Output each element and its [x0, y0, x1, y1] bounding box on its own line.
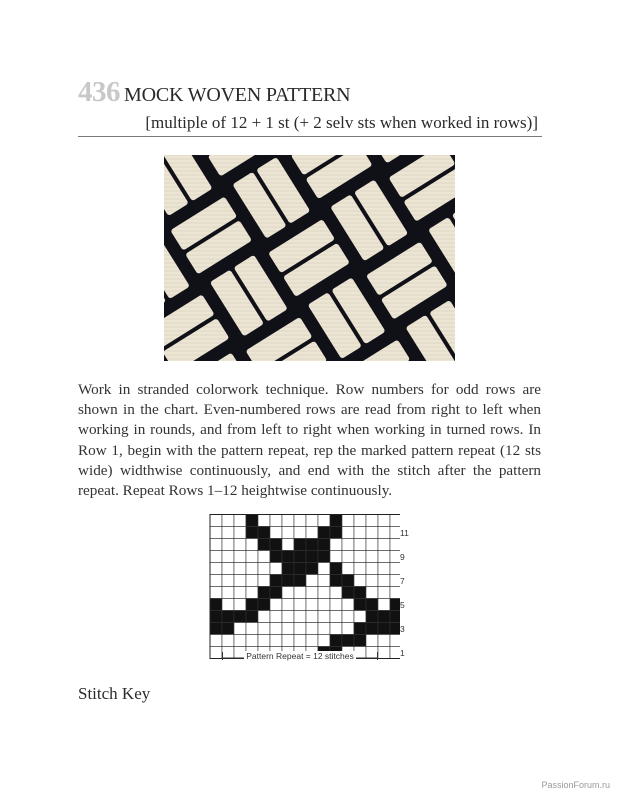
chart-cell-dark [258, 527, 270, 539]
chart-cell-light [246, 539, 258, 551]
chart-cell-dark [318, 539, 330, 551]
chart-cell-light [378, 539, 390, 551]
chart-cell-light [294, 587, 306, 599]
chart-cell-light [294, 527, 306, 539]
chart-cell-light [330, 539, 342, 551]
chart-cell-light [222, 635, 234, 647]
chart-cell-light [258, 623, 270, 635]
chart-cell-light [210, 575, 222, 587]
chart-cell-light [342, 611, 354, 623]
chart-cell-light [366, 587, 378, 599]
chart-cell-light [318, 623, 330, 635]
chart-cell-dark [342, 635, 354, 647]
chart-cell-dark [294, 575, 306, 587]
chart-cell-light [222, 539, 234, 551]
chart-cell-light [378, 551, 390, 563]
row-label: 1 [400, 647, 405, 658]
chart-cell-dark [210, 623, 222, 635]
chart-cell-light [378, 635, 390, 647]
chart-cell-light [222, 515, 234, 527]
chart-cell-light [366, 539, 378, 551]
chart-cell-light [222, 575, 234, 587]
chart-cell-light [258, 515, 270, 527]
chart-cell-light [234, 527, 246, 539]
chart-cell-light [390, 539, 400, 551]
chart-cell-light [270, 527, 282, 539]
chart-cell-light [210, 635, 222, 647]
pattern-number: 436 [78, 76, 120, 108]
chart-cell-light [318, 599, 330, 611]
chart-cell-light [354, 563, 366, 575]
chart-cell-light [306, 527, 318, 539]
chart-cell-light [390, 551, 400, 563]
chart-cell-light [390, 635, 400, 647]
chart-cell-light [366, 527, 378, 539]
chart-cell-light [354, 611, 366, 623]
chart-cell-dark [306, 539, 318, 551]
chart-cell-dark [270, 575, 282, 587]
chart-cell-light [366, 551, 378, 563]
chart-cell-dark [390, 611, 400, 623]
chart-cell-light [294, 623, 306, 635]
chart-cell-light [234, 551, 246, 563]
chart-cell-light [342, 539, 354, 551]
chart-cell-light [342, 527, 354, 539]
chart-cell-light [330, 623, 342, 635]
chart-cell-light [306, 515, 318, 527]
chart-cell-light [354, 515, 366, 527]
chart-cell-dark [342, 575, 354, 587]
chart-cell-light [258, 551, 270, 563]
chart-cell-dark [258, 587, 270, 599]
knitted-swatch-image [164, 155, 455, 361]
chart-cell-light [210, 527, 222, 539]
chart-cell-light [342, 623, 354, 635]
chart-cell-dark [306, 551, 318, 563]
chart-cell-light [306, 623, 318, 635]
chart-cell-dark [354, 599, 366, 611]
chart-cell-light [342, 551, 354, 563]
chart-cell-dark [390, 623, 400, 635]
chart-cell-light [258, 635, 270, 647]
chart-cell-light [282, 527, 294, 539]
chart-cell-light [294, 515, 306, 527]
pattern-title: MOCK WOVEN PATTERN [124, 84, 351, 106]
chart-cell-light [342, 599, 354, 611]
chart-cell-dark [246, 515, 258, 527]
chart-cell-light [354, 551, 366, 563]
chart-cell-dark [378, 611, 390, 623]
chart-cell-light [246, 587, 258, 599]
chart-cell-light [282, 623, 294, 635]
chart-cell-light [378, 587, 390, 599]
chart-cell-light [330, 611, 342, 623]
pattern-repeat-label [222, 651, 378, 661]
chart-cell-dark [270, 551, 282, 563]
chart-cell-light [210, 551, 222, 563]
chart-cell-dark [210, 611, 222, 623]
chart-cell-dark [222, 623, 234, 635]
chart-cell-light [366, 575, 378, 587]
chart-cell-light [246, 575, 258, 587]
chart-cell-light [354, 575, 366, 587]
row-label: 7 [400, 575, 405, 586]
chart-cell-light [210, 515, 222, 527]
chart-cell-light [378, 563, 390, 575]
chart-cell-light [246, 563, 258, 575]
chart-cell-light [258, 611, 270, 623]
row-label: 3 [400, 623, 405, 634]
chart-cell-light [270, 623, 282, 635]
row-label: 11 [400, 527, 409, 538]
chart-cell-light [210, 647, 222, 659]
chart-cell-dark [210, 599, 222, 611]
chart-cell-dark [330, 575, 342, 587]
chart-cell-light [318, 635, 330, 647]
chart-cell-dark [378, 623, 390, 635]
chart-cell-light [390, 575, 400, 587]
chart-cell-light [330, 599, 342, 611]
chart-cell-light [342, 563, 354, 575]
chart-cell-light [318, 611, 330, 623]
chart-cell-light [294, 599, 306, 611]
chart-cell-dark [366, 599, 378, 611]
chart-cell-dark [318, 551, 330, 563]
chart-cell-dark [330, 635, 342, 647]
chart-cell-light [378, 575, 390, 587]
chart-cell-light [282, 599, 294, 611]
chart-cell-dark [258, 599, 270, 611]
chart-cell-light [330, 587, 342, 599]
chart-cell-dark [354, 587, 366, 599]
chart-cell-light [246, 551, 258, 563]
chart-cell-light [222, 527, 234, 539]
chart-cell-dark [222, 611, 234, 623]
chart-cell-light [270, 515, 282, 527]
chart-cell-light [294, 635, 306, 647]
chart-cell-dark [234, 611, 246, 623]
chart-cell-light [390, 563, 400, 575]
chart-cell-light [258, 575, 270, 587]
chart-cell-dark [330, 563, 342, 575]
pattern-repeat-text: Pattern Repeat = 12 stitches [246, 651, 354, 661]
chart-cell-dark [246, 599, 258, 611]
chart-cell-light [282, 515, 294, 527]
chart-cell-light [306, 635, 318, 647]
chart-cell-dark [366, 623, 378, 635]
chart-cell-light [366, 515, 378, 527]
chart-cell-dark [354, 623, 366, 635]
chart-cell-light [390, 515, 400, 527]
chart-cell-light [378, 515, 390, 527]
chart-cell-light [330, 551, 342, 563]
chart-cell-dark [294, 563, 306, 575]
chart-cell-light [282, 539, 294, 551]
chart-cell-light [210, 587, 222, 599]
chart-cell-dark [318, 527, 330, 539]
chart-cell-light [354, 527, 366, 539]
pattern-multiple: [multiple of 12 + 1 st (+ 2 selv sts when worked in rows)] [145, 113, 538, 132]
chart-cell-light [366, 635, 378, 647]
chart-cell-light [246, 623, 258, 635]
chart-cell-dark [294, 551, 306, 563]
chart-cell-dark [366, 611, 378, 623]
chart-cell-light [222, 587, 234, 599]
chart-cell-light [234, 515, 246, 527]
chart-cell-dark [246, 527, 258, 539]
chart-cell-light [234, 563, 246, 575]
chart-cell-light [390, 647, 400, 659]
stitch-key-heading: Stitch Key [78, 684, 151, 703]
pattern-header [78, 76, 542, 137]
chart-cell-light [234, 635, 246, 647]
chart-cell-dark [354, 635, 366, 647]
chart-cell-dark [342, 587, 354, 599]
chart-cell-light [234, 623, 246, 635]
row-label: 9 [400, 551, 405, 562]
chart-cell-light [318, 515, 330, 527]
chart-cell-dark [330, 527, 342, 539]
title-divider [78, 136, 542, 137]
colorwork-chart [200, 514, 400, 659]
chart-cell-dark [390, 599, 400, 611]
chart-cell-light [234, 539, 246, 551]
chart-cell-dark [270, 539, 282, 551]
chart-cell-light [366, 563, 378, 575]
chart-cell-light [234, 599, 246, 611]
chart-cell-light [210, 539, 222, 551]
chart-cell-light [318, 563, 330, 575]
chart-cell-dark [330, 515, 342, 527]
chart-cell-light [318, 575, 330, 587]
chart-cell-dark [270, 587, 282, 599]
chart-cell-dark [282, 575, 294, 587]
chart-cell-light [234, 575, 246, 587]
instructions-text: Work in stranded colorwork technique. Row numbers for odd rows are shown in the chart. Even-numbered rows are read from right to left when working in rounds, and from left to right when working in turned rows. In Row 1, begin with the pattern repeat, rep the marked pattern repeat (12 sts wide) widthwise continuously, and end with the stitch after the pattern repeat. Repeat Rows 1–12 heightwise continuously. [78, 381, 541, 500]
watermark: PassionForum.ru [541, 780, 610, 790]
chart-cell-dark [294, 539, 306, 551]
row-number-labels [400, 514, 420, 658]
row-label: 5 [400, 599, 405, 610]
chart-cell-light [246, 635, 258, 647]
chart-cell-light [390, 587, 400, 599]
chart-cell-dark [258, 539, 270, 551]
chart-cell-light [258, 563, 270, 575]
chart-cell-light [222, 599, 234, 611]
chart-cell-light [378, 527, 390, 539]
chart-cell-dark [246, 611, 258, 623]
chart-cell-dark [282, 563, 294, 575]
chart-cell-light [378, 647, 390, 659]
chart-cell-light [378, 599, 390, 611]
chart-cell-light [342, 515, 354, 527]
chart-cell-light [270, 635, 282, 647]
chart-cell-light [306, 575, 318, 587]
chart-cell-light [390, 527, 400, 539]
chart-cell-light [222, 551, 234, 563]
chart-cell-light [282, 635, 294, 647]
chart-cell-dark [306, 563, 318, 575]
chart-cell-light [282, 587, 294, 599]
chart-cell-light [282, 611, 294, 623]
chart-cell-light [210, 563, 222, 575]
chart-cell-light [270, 611, 282, 623]
chart-cell-light [306, 599, 318, 611]
chart-cell-dark [282, 551, 294, 563]
chart-cell-light [270, 563, 282, 575]
chart-cell-light [270, 599, 282, 611]
swatch-illustration [164, 155, 455, 361]
chart-cell-light [306, 611, 318, 623]
chart-cell-light [222, 563, 234, 575]
chart-cell-light [354, 539, 366, 551]
chart-cell-light [318, 587, 330, 599]
chart-cell-light [234, 587, 246, 599]
chart-cell-light [294, 611, 306, 623]
chart-cell-light [306, 587, 318, 599]
title-line [78, 76, 542, 109]
